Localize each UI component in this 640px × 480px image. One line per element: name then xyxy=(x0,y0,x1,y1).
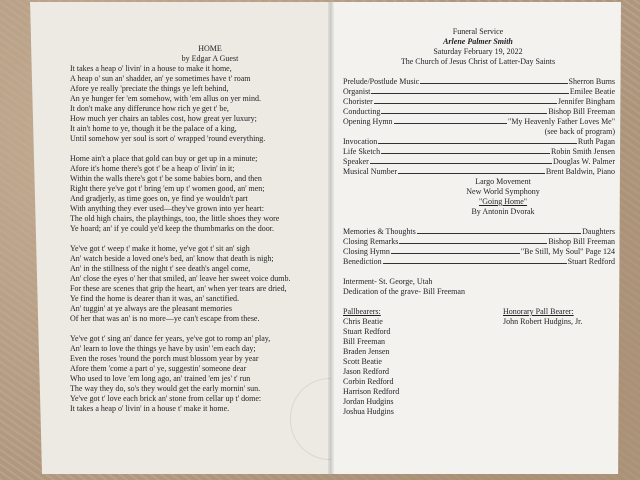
program-item-label: Organist xyxy=(343,87,371,96)
service-program xyxy=(343,27,623,417)
program-item-label: Opening Hymn xyxy=(343,117,393,126)
poem-line: An' tuggin' at ye always are the pleasant memories xyxy=(70,304,232,313)
program-header xyxy=(343,27,613,67)
poem-line: How much yer chairs an tables cost, how great yer luxury; xyxy=(70,114,257,123)
leader-line xyxy=(391,253,520,254)
poem-line: An' in the stillness of the night t' see death's angel come, xyxy=(70,264,251,273)
musical-number-details xyxy=(403,177,603,217)
honorary-heading: Honorary Pall Bearer: xyxy=(503,307,574,316)
musical-line-4: By Antonin Dvorak xyxy=(471,207,535,216)
program-item-value: Ruth Pagan xyxy=(577,137,615,146)
poem-line: Until somehow yer soul is sort o' wrapped 'round everything. xyxy=(70,134,266,143)
leader-line xyxy=(381,153,550,154)
poem-line: It ain't home to ye, though it be the palace of a king, xyxy=(70,124,237,133)
leader-line xyxy=(394,123,507,124)
poem-line: Within the walls there's got t' be some babies born, and then xyxy=(70,174,262,183)
poem-line: Right there ye've got t' bring 'em up t' women good, an' men; xyxy=(70,184,265,193)
leader-line xyxy=(420,83,567,84)
leader-line xyxy=(417,233,581,234)
program-item xyxy=(343,117,615,127)
poem-line: An' close the eyes o' her that smiled, an' leave her sweet voice dumb. xyxy=(70,274,291,283)
pallbearers-heading: Pallbearers: xyxy=(343,307,381,316)
pallbearer-name: Chris Beatie xyxy=(343,317,383,326)
musical-line-1: Largo Movement xyxy=(475,177,531,186)
leader-line xyxy=(398,173,545,174)
program-item xyxy=(343,157,615,167)
program-item xyxy=(343,237,615,247)
leader-line xyxy=(371,93,569,94)
program-item-label: Memories & Thoughts xyxy=(343,227,416,236)
pallbearer-name: Corbin Redford xyxy=(343,377,394,386)
poem-line: The way they do, so's they would get the early mornin' sun. xyxy=(70,384,261,393)
pallbearers-list xyxy=(343,317,503,417)
poem-line: With anything they ever used—they've grown into yer heart: xyxy=(70,204,264,213)
pallbearer-name: Scott Beatie xyxy=(343,357,382,366)
poem-line: Home ain't a place that gold can buy or get up in a minute; xyxy=(70,154,258,163)
pallbearers-section xyxy=(343,307,623,417)
pallbearer-name: Jason Redford xyxy=(343,367,389,376)
leader-line xyxy=(383,263,567,264)
program-item xyxy=(343,107,615,117)
program-item-value: Robin Smith Jensen xyxy=(550,147,615,156)
pallbearer-name: Bill Freeman xyxy=(343,337,385,346)
program-item-label: Benediction xyxy=(343,257,382,266)
program-list-part2 xyxy=(343,137,623,177)
poem-line: An' watch beside a loved one's bed, an' know that death is nigh; xyxy=(70,254,274,263)
musical-line-3: "Going Home" xyxy=(478,197,528,206)
poem-line: For these are scenes that grip the heart, an' when yer tears are dried, xyxy=(70,284,287,293)
program-item xyxy=(343,97,615,107)
program-item-label: Chorister xyxy=(343,97,373,106)
poem-line: It takes a heap o' livin' in a house to make it home, xyxy=(70,64,232,73)
program-item-value: Bishop Bill Freeman xyxy=(548,107,615,116)
poem-line: Ye've got t' love each brick an' stone from cellar up t' dome: xyxy=(70,394,262,403)
poem-title: HOME xyxy=(198,44,222,53)
program-item-value: Sherron Burns xyxy=(568,77,615,86)
poem-line: The old high chairs, the playthings, too, the little shoes they wore xyxy=(70,214,280,223)
program-list-part1 xyxy=(343,77,623,127)
program-item-value: Douglas W. Palmer xyxy=(553,157,615,166)
poem-stanza xyxy=(70,334,330,414)
leader-line xyxy=(399,243,547,244)
program-item xyxy=(343,167,615,177)
poem-line: Even the roses 'round the porch must blossom year by year xyxy=(70,354,259,363)
program-item-value: Stuart Redford xyxy=(567,257,615,266)
honorary-name: John Robert Hudgins, Jr. xyxy=(503,317,583,326)
poem-line: Of her that was an' is no more—ye can't escape from these. xyxy=(70,314,260,323)
poem-line: An' learn to love the things ye have by usin' 'em each day; xyxy=(70,344,256,353)
poem-stanza xyxy=(70,244,330,324)
program-item-value: Brent Baldwin, Piano xyxy=(545,167,615,176)
program-item xyxy=(343,87,615,97)
poem-line: Ye find the home is dearer than it was, an' sanctified. xyxy=(70,294,240,303)
leader-line xyxy=(370,163,552,164)
program-item-value: "Be Still, My Soul" Page 124 xyxy=(520,247,615,256)
program-item-value: Bishop Bill Freeman xyxy=(548,237,615,246)
poem-stanza xyxy=(70,154,330,234)
honorary-column xyxy=(503,307,623,417)
poem-line: Afore it's home there's got t' be a heap o' livin' in it; xyxy=(70,164,235,173)
pallbearer-name: Jordan Hudgins xyxy=(343,397,394,406)
pallbearer-name: Joshua Hudgins xyxy=(343,407,394,416)
musical-line-2: New World Symphony xyxy=(466,187,540,196)
program-list-part3 xyxy=(343,227,623,267)
program-item-label: Closing Hymn xyxy=(343,247,390,256)
poem-line: An ye hunger fer 'em somehow, with 'em allus on yer mind. xyxy=(70,94,261,103)
program-item-label: Speaker xyxy=(343,157,369,166)
poem-line: Afore them 'come a part o' ye, suggestin' someone dear xyxy=(70,364,247,373)
program-item-value: "My Heavenly Father Loves Me" xyxy=(508,117,615,126)
poem-stanza xyxy=(70,64,330,144)
leader-line xyxy=(381,113,547,114)
program-item xyxy=(343,77,615,87)
poem-line: It don't make any differunce how rich ye get t' be, xyxy=(70,104,229,113)
program-item xyxy=(343,137,615,147)
poem-line: Afore ye really 'preciate the things ye left behind, xyxy=(70,84,229,93)
poem xyxy=(70,44,330,424)
poem-line: Ye hoard; an' if ye could ye'd keep the thumbmarks on the door. xyxy=(70,224,275,233)
church-name: The Church of Jesus Christ of Latter-Day Saints xyxy=(400,57,556,66)
service-title: Funeral Service xyxy=(452,27,504,36)
interment-info xyxy=(343,277,623,297)
poem-line: And gradjerly, as time goes on, ye find ye wouldn't part xyxy=(70,194,248,203)
pallbearer-name: Stuart Redford xyxy=(343,327,391,336)
poem-line: A heap o' sun an' shadder, an' ye sometimes have t' roam xyxy=(70,74,251,83)
leader-line xyxy=(374,103,557,104)
leader-line xyxy=(378,143,577,144)
program-item xyxy=(343,247,615,257)
program-item xyxy=(343,227,615,237)
pallbearers-column xyxy=(343,307,503,417)
program-item-label: Conducting xyxy=(343,107,381,116)
program-item-value: Daughters xyxy=(582,227,615,236)
program-item-value: Jennifer Bingham xyxy=(557,97,615,106)
poem-author: by Edgar A Guest xyxy=(181,54,239,63)
poem-line: Ye've got t' weep t' make it home, ye've got t' sit an' sigh xyxy=(70,244,250,253)
program-item xyxy=(343,257,615,267)
deceased-name: Arlene Palmer Smith xyxy=(443,37,513,46)
program-item-label: Life Sketch xyxy=(343,147,381,156)
program-item-value: Emilee Beatie xyxy=(569,87,615,96)
program-item xyxy=(343,147,615,157)
service-date: Saturday February 19, 2022 xyxy=(433,47,523,56)
poem-line: Who used to love 'em long ago, an' trained 'em jes' t' run xyxy=(70,374,251,383)
pallbearer-name: Harrison Redford xyxy=(343,387,400,396)
program-item-label: Musical Number xyxy=(343,167,397,176)
opening-hymn-note: (see back of program) xyxy=(544,127,615,136)
program-item-label: Invocation xyxy=(343,137,378,146)
pallbearer-name: Braden Jensen xyxy=(343,347,390,356)
program-item-label: Prelude/Postlude Music xyxy=(343,77,420,86)
poem-line: It takes a heap o' livin' in a house t' make it home. xyxy=(70,404,230,413)
grave-dedication: Dedication of the grave- Bill Freeman xyxy=(343,287,465,296)
poem-body xyxy=(70,64,330,414)
program-item-label: Closing Remarks xyxy=(343,237,399,246)
poem-line: Ye've got t' sing an' dance fer years, ye've got to romp an' play, xyxy=(70,334,271,343)
interment-location: Interment- St. George, Utah xyxy=(343,277,433,286)
